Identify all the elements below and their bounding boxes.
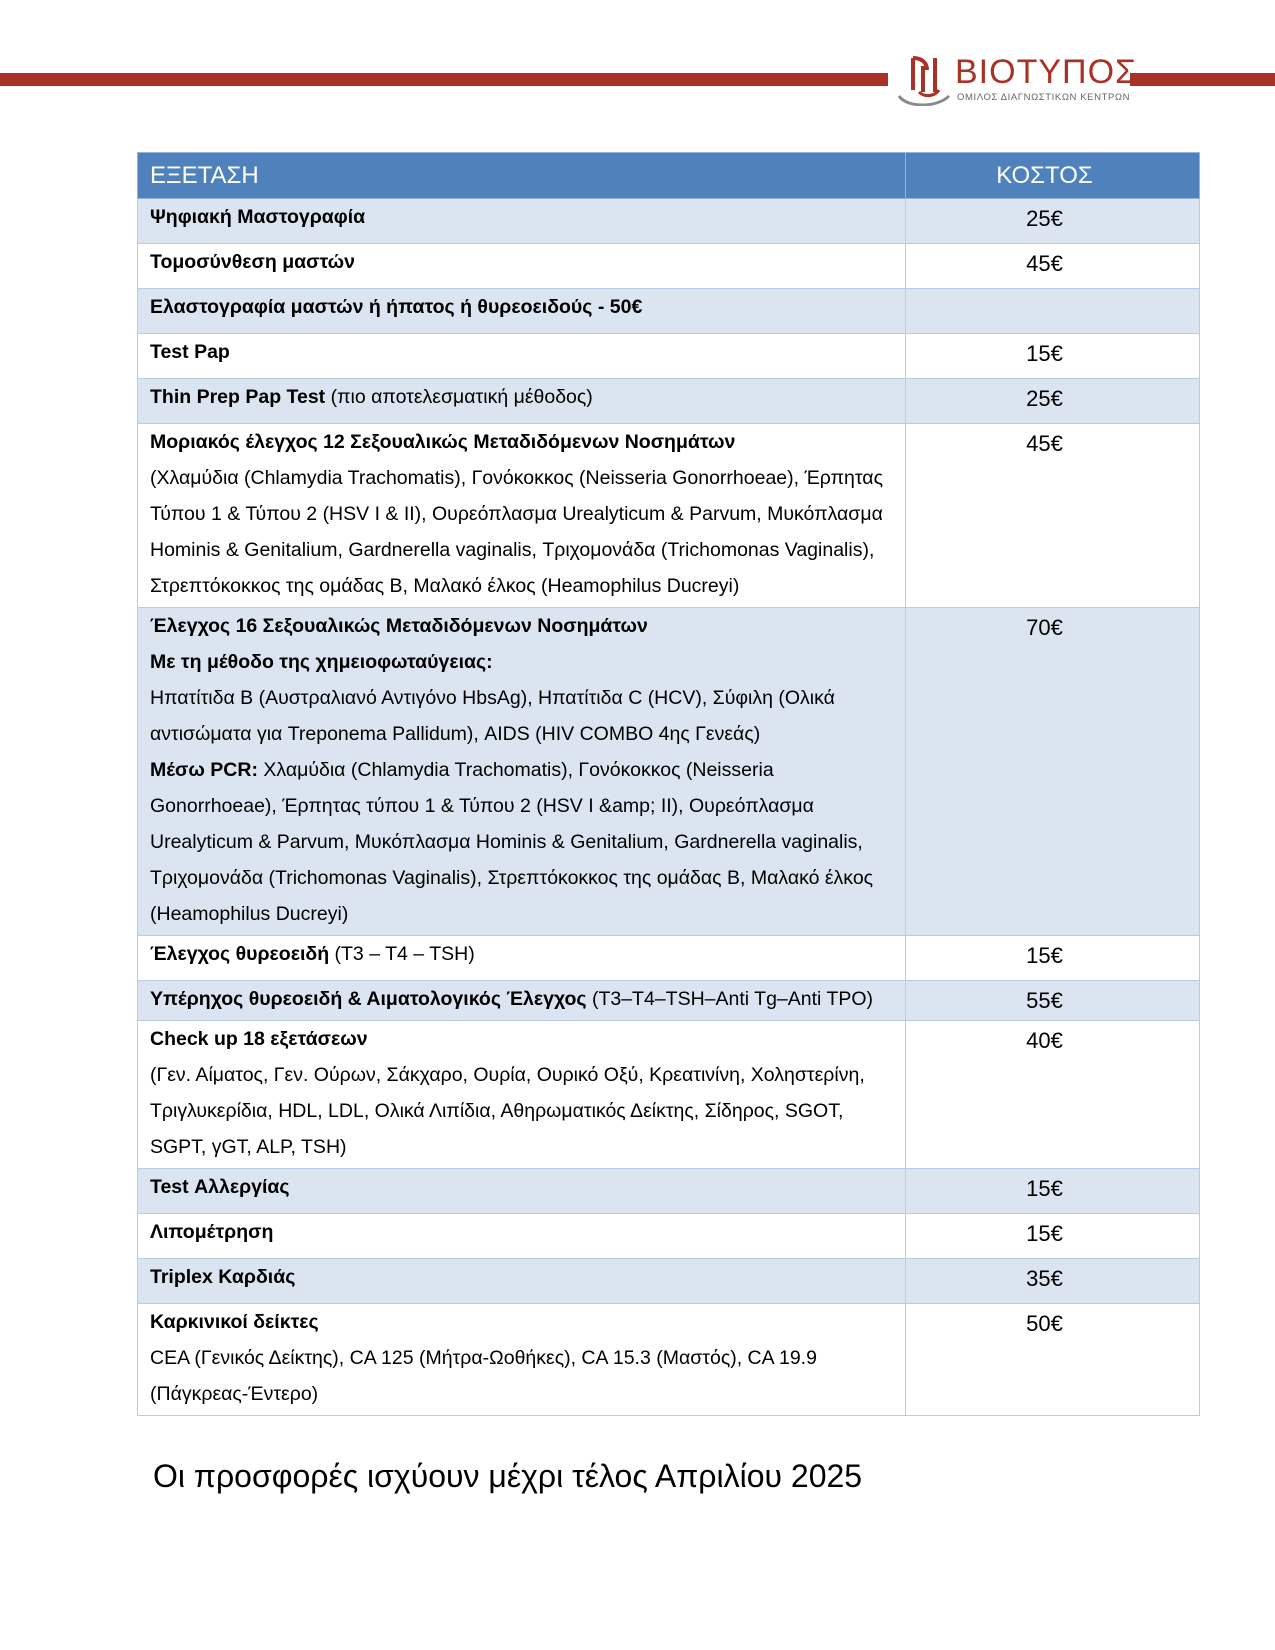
- price-cell: 70€: [906, 608, 1200, 936]
- table-row: [138, 1021, 1200, 1169]
- price-cell: 55€: [906, 981, 1200, 1021]
- exam-details: Ηπατίτιδα Β (Αυστραλιανό Αντιγόνο HbsAg), Ηπατίτιδα C (HCV), Σύφιλη (Ολικά αντισώματα για Treponema Pallidum), AIDS (HIV COMBO 4ης Γενεάς): [150, 687, 835, 745]
- exam-cell: [138, 1259, 906, 1304]
- table-row: [138, 199, 1200, 244]
- exam-cell: [138, 379, 906, 424]
- exam-note: (T3 – T4 – TSH): [329, 943, 475, 965]
- exam-title: Thin Prep Pap Test: [150, 386, 326, 408]
- brand-mark-icon: [893, 52, 955, 106]
- exam-cell: [138, 1169, 906, 1214]
- table-row: [138, 334, 1200, 379]
- offer-validity-note: Οι προσφορές ισχύουν μέχρι τέλος Απριλίου 2025: [153, 1458, 863, 1494]
- price-cell: 15€: [906, 936, 1200, 981]
- exam-details-pcr-text: Χλαμύδια (Chlamydia Trachomatis), Γονόκοκκος (Neisseria Gonorrhoeae), Έρπητας τύπου 1 & Τύπου 2 (HSV I &amp; II), Ουρεόπλασμα Urealyticum & Parvum, Μυκόπλασμα Hominis & Genitalium, Gardnerella vaginalis, Τριχομονάδα (Trichomonas Vaginalis), Στρεπτόκοκκος της ομάδας B, Μαλακό έλκος (Heamophilus Ducreyi): [150, 759, 874, 925]
- table-row: [138, 1169, 1200, 1214]
- table-row: [138, 981, 1200, 1021]
- price-cell: 40€: [906, 1021, 1200, 1169]
- exam-cell: [138, 424, 906, 608]
- exam-title: Υπέρηχος θυρεοειδή & Αιματολογικός Έλεγχος: [150, 988, 587, 1010]
- exam-details: (Χλαμύδια (Chlamydia Trachomatis), Γονόκοκκος (Neisseria Gonorrhoeae), Έρπητας Τύπου 1 & Τύπου 2 (HSV I & II), Ουρεόπλασμα Urealyticum & Parvum, Μυκόπλασμα Hominis & Genitalium, Gardnerella vaginalis, Τριχομονάδα (Trichomonas Vaginalis), Στρεπτόκοκκος της ομάδας B, Μαλακό έλκος (Heamophilus Ducreyi): [150, 467, 883, 597]
- table-row: [138, 1259, 1200, 1304]
- exam-title: Test Αλλεργίας: [150, 1176, 290, 1198]
- table-header-row: [138, 153, 1200, 199]
- price-cell: 15€: [906, 1169, 1200, 1214]
- exam-cell: [138, 289, 906, 334]
- price-cell: 35€: [906, 1259, 1200, 1304]
- table-row: [138, 1214, 1200, 1259]
- table-row: [138, 379, 1200, 424]
- table-row: [138, 1304, 1200, 1416]
- price-cell: 45€: [906, 424, 1200, 608]
- brand-name: ΒΙΟΤΥΠΟΣ: [955, 53, 1138, 91]
- exam-subheading: Με τη μέθοδο της χημειοφωταύγειας:: [150, 651, 493, 673]
- exam-cell: [138, 936, 906, 981]
- table-row: [138, 608, 1200, 936]
- table-row: [138, 424, 1200, 608]
- exam-cell: [138, 199, 906, 244]
- brand-subtitle: ΟΜΙΛΟΣ ΔΙΑΓΝΩΣΤΙΚΩΝ ΚΕΝΤΡΩΝ: [957, 92, 1131, 103]
- price-cell: 15€: [906, 334, 1200, 379]
- exam-subheading-pcr: Μέσω PCR:: [150, 759, 258, 781]
- price-cell: 25€: [906, 199, 1200, 244]
- exam-cell: [138, 334, 906, 379]
- table-row: [138, 936, 1200, 981]
- exam-cell: [138, 1214, 906, 1259]
- price-cell: [906, 289, 1200, 334]
- exam-title: Έλεγχος θυρεοειδή: [150, 943, 330, 965]
- exam-cell: [138, 981, 906, 1021]
- exam-details-pcr: [150, 752, 895, 932]
- exam-title: Τομοσύνθεση μαστών: [150, 251, 355, 273]
- exam-title: Test Pap: [150, 341, 230, 363]
- exam-note: (T3–T4–TSH–Anti Tg–Anti TPO): [586, 988, 874, 1010]
- exam-title: Καρκινικοί δείκτες: [150, 1311, 319, 1333]
- exam-title: Μοριακός έλεγχος 12 Σεξουαλικώς Μεταδιδόμενων Νοσημάτων: [150, 431, 736, 453]
- exam-details: (Γεν. Αίματος, Γεν. Ούρων, Σάκχαρο, Ουρία, Ουρικό Οξύ, Κρεατινίνη, Χοληστερίνη, Τριγλυκερίδια, HDL, LDL, Ολικά Λιπίδια, Αθηρωματικός Δείκτης, Σίδηρος, SGOT, SGPT, γGT, ALP, TSH): [150, 1064, 865, 1158]
- price-cell: 50€: [906, 1304, 1200, 1416]
- exam-title: Ελαστογραφία μαστών ή ήπατος ή θυρεοειδούς - 50€: [150, 296, 643, 318]
- exam-cell: [138, 1304, 906, 1416]
- exam-cell: [138, 1021, 906, 1169]
- exam-cell: [138, 244, 906, 289]
- price-cell: 25€: [906, 379, 1200, 424]
- price-table: [137, 152, 1200, 1416]
- exam-cell: [138, 608, 906, 936]
- brand-logo: [893, 52, 1138, 106]
- table-row: [138, 244, 1200, 289]
- header-bar-right: [1130, 73, 1275, 86]
- exam-title: Ψηφιακή Μαστογραφία: [150, 206, 366, 228]
- exam-title: Check up 18 εξετάσεων: [150, 1028, 368, 1050]
- header-bar-left: [0, 73, 888, 86]
- exam-title: Έλεγχος 16 Σεξουαλικώς Μεταδιδόμενων Νοσημάτων: [150, 615, 648, 637]
- price-cell: 45€: [906, 244, 1200, 289]
- exam-title: Triplex Καρδιάς: [150, 1266, 296, 1288]
- table-row: [138, 289, 1200, 334]
- column-header-cost: ΚΟΣΤΟΣ: [906, 153, 1200, 199]
- exam-title: Λιπομέτρηση: [150, 1221, 274, 1243]
- price-cell: 15€: [906, 1214, 1200, 1259]
- exam-note: (πιο αποτελεσματική μέθοδος): [325, 386, 593, 408]
- column-header-exam: ΕΞΕΤΑΣΗ: [138, 153, 906, 199]
- exam-details: CEA (Γενικός Δείκτης), CA 125 (Μήτρα-Ωοθήκες), CA 15.3 (Μαστός), CA 19.9 (Πάγκρεας-Έντερο): [150, 1347, 817, 1405]
